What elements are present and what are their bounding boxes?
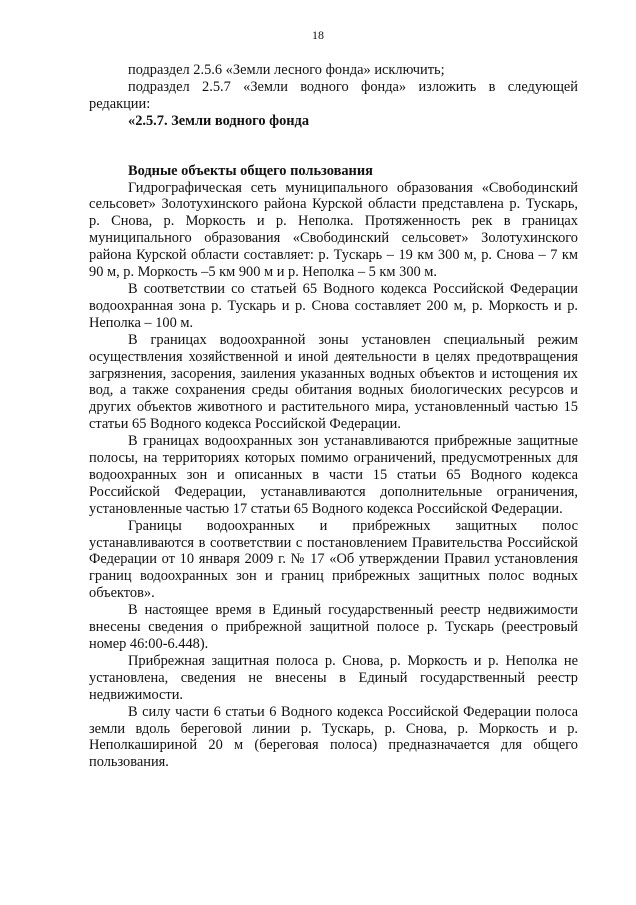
paragraph-hydro-network: Гидрографическая сеть муниципального образования «Свободинский сельсовет» Золотухинского района Курской области представлена р. Тускарь, р. Снова, р. Моркость и р. Неполка. Протяженность рек в границах муниципального образования «Свободинский сельсовет» Золотухинского района Курской области составляет: р. Тускарь – 19 км 300 м, р. Снова – 7 км 90 м, р. Моркость –5 км 900 м и р. Неполка – 5 км 300 м. bbox=[89, 179, 578, 281]
paragraph-replace-2-5-7: подраздел 2.5.7 «Земли водного фонда» изложить в следующей редакции: bbox=[89, 78, 578, 112]
paragraph-delete-2-5-6: подраздел 2.5.6 «Земли лесного фонда» исключить; bbox=[128, 62, 445, 78]
page-number: 18 bbox=[312, 28, 324, 42]
paragraph-registry: В настоящее время в Единый государственный реестр недвижимости внесены сведения о прибрежной защитной полосе р. Тускарь (реестровый номер 46:00-6.448). bbox=[89, 602, 578, 652]
paragraph-public-use: В силу части 6 статьи 6 Водного кодекса Российской Федерации полоса земли вдоль береговой линии р. Тускарь, р. Снова, р. Моркость и р. Неполкашириной 20 м (береговая полоса) предназначается для общего пользования. bbox=[89, 703, 578, 771]
section-heading: «2.5.7. Земли водного фонда bbox=[128, 112, 310, 129]
paragraph-special-regime: В границах водоохранной зоны установлен специальный режим осуществления хозяйственной и иной деятельности в целях предотвращения загрязнения, засорения, заиления указанных водных объектов и истощения их вод, а также сохранения среды обитания водных биологических ресурсов и других объектов животного и растительного мира, установленный частью 15 статьи 65 Водного кодекса Российской Федерации. bbox=[89, 331, 578, 433]
paragraph-not-established: Прибрежная защитная полоса р. Снова, р. Моркость и р. Неполка не установлена, сведения не внесены в Единый государственный реестр недвижимости. bbox=[89, 652, 578, 703]
subheading: Водные объекты общего пользования bbox=[128, 162, 373, 179]
paragraph-water-protection-zone: В соответствии со статьей 65 Водного кодекса Российской Федерации водоохранная зона р. Тускарь и р. Снова составляет 200 м, р. Моркость и р. Неполка – 100 м. bbox=[89, 280, 578, 331]
paragraph-coastal-strips: В границах водоохранных зон устанавливаются прибрежные защитные полосы, на территориях которых помимо ограничений, предусмотренных для водоохранных зон и описанных в части 15 статьи 65 Водного кодекса Российской Федерации, устанавливаются дополнительные ограничения, установленные частью 17 статьи 65 Водного кодекса Российской Федерации. bbox=[89, 433, 578, 517]
paragraph-boundaries: Границы водоохранных и прибрежных защитных полос устанавливаются в соответствии с постановлением Правительства Российской Федерации от 10 января 2009 г. № 17 «Об утверждении Правил установления границ водоохранных зон и границ прибрежных защитных полос водных объектов». bbox=[89, 517, 578, 602]
document-body bbox=[89, 62, 578, 771]
